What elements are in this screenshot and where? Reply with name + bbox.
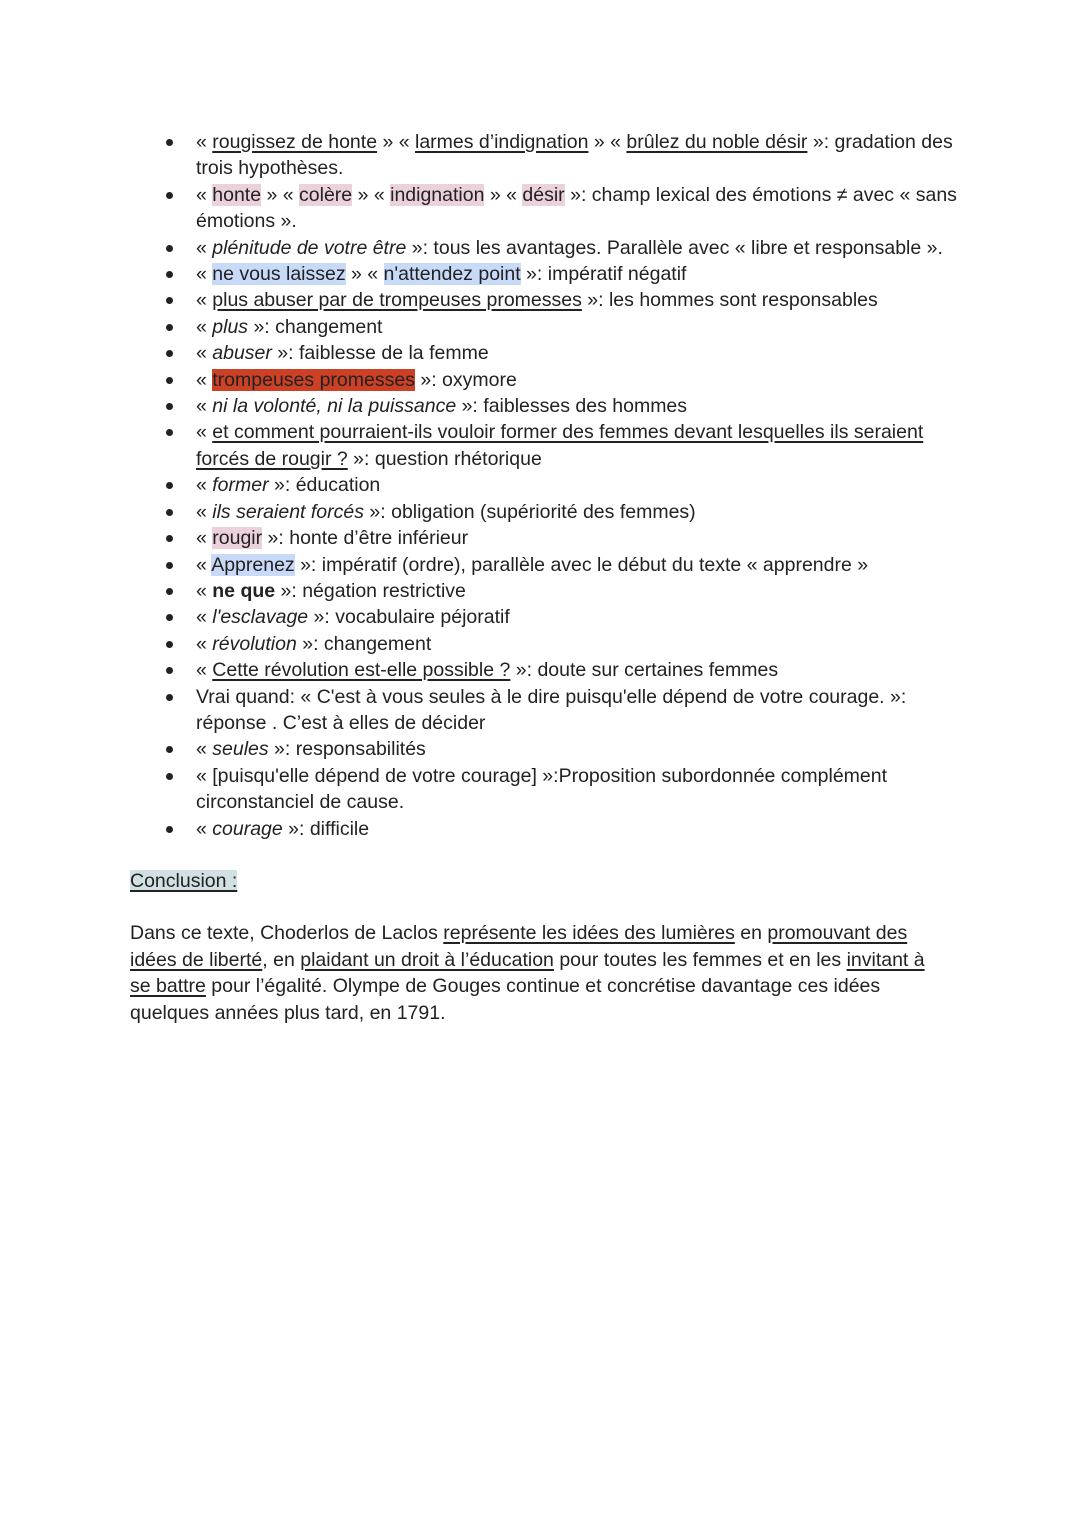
- bullet-item: [130, 552, 960, 578]
- text-span: «: [196, 263, 213, 286]
- styled-text-span: désir: [522, 183, 565, 206]
- conclusion-title: Conclusion :: [130, 869, 238, 892]
- styled-text-span: plus abuser par de trompeuses promesses: [212, 289, 582, 312]
- styled-text-span: et comment pourraient-ils vouloir former des femmes devant lesquelles ils seraient forcés de rougir ?: [196, 421, 924, 470]
- text-span: »: obligation (supériorité des femmes): [364, 500, 696, 523]
- text-span: «: [196, 738, 213, 761]
- bullet-item: [130, 340, 960, 366]
- bullet-item: [130, 367, 960, 393]
- styled-text-span: larmes d’indignation: [415, 131, 589, 153]
- bullet-item: [130, 631, 960, 657]
- text-span: » «: [352, 183, 391, 206]
- text-span: «: [196, 579, 213, 602]
- text-span: «: [196, 131, 213, 153]
- text-span: » «: [377, 131, 415, 153]
- bullet-item: [130, 261, 960, 287]
- conclusion-paragraph: [130, 920, 950, 1026]
- text-span: »: honte d’être inférieur: [262, 527, 469, 550]
- bullet-item: [130, 763, 960, 816]
- text-span: »: champ lexical des émotions ≠ avec « sans émotions ».: [196, 183, 957, 233]
- text-span: «: [196, 395, 213, 418]
- styled-text-span: ils seraient forcés: [212, 500, 364, 523]
- text-span: «: [196, 606, 213, 629]
- styled-text-span: former: [212, 474, 269, 497]
- text-span: » «: [345, 263, 384, 286]
- text-span: » «: [588, 131, 627, 153]
- styled-text-span: promouvant des idées de liberté: [130, 922, 908, 971]
- text-span: pour toutes les femmes et en les: [553, 948, 847, 971]
- text-span: «: [196, 315, 213, 338]
- text-span: »: oxymore: [414, 368, 517, 391]
- text-span: «: [196, 342, 213, 365]
- styled-text-span: plénitude de votre être: [212, 236, 407, 259]
- bullet-item: [130, 578, 960, 604]
- bullet-item: [130, 287, 960, 313]
- text-span: , en: [262, 948, 301, 971]
- styled-text-span: rougir: [212, 527, 263, 550]
- bullet-item: [130, 419, 960, 472]
- text-span: «: [196, 183, 213, 206]
- styled-text-span: révolution: [212, 632, 297, 655]
- bullet-item: [130, 736, 960, 762]
- text-span: » «: [484, 183, 523, 206]
- analysis-bullet-list: [130, 129, 960, 842]
- text-span: »: faiblesses des hommes: [456, 395, 688, 418]
- text-span: »: gradation des trois hypothèses.: [196, 131, 953, 180]
- styled-text-span: ni la volonté, ni la puissance: [212, 395, 457, 418]
- styled-text-span: plaidant un droit à l’éducation: [300, 948, 554, 971]
- styled-text-span: courage: [212, 817, 283, 840]
- text-span: »: difficile: [282, 817, 370, 840]
- text-span: «: [196, 421, 213, 444]
- styled-text-span: plus: [212, 315, 249, 338]
- bullet-item: [130, 525, 960, 551]
- styled-text-span: représente les idées des lumières: [443, 922, 735, 945]
- text-span: »: impératif (ordre), parallèle avec le début du texte « apprendre »: [294, 553, 869, 576]
- text-span: «: [196, 659, 213, 682]
- text-span: »: changement: [248, 315, 383, 338]
- text-span: en: [734, 922, 768, 945]
- styled-text-span: ne vous laissez: [212, 263, 346, 286]
- bullet-item: [130, 604, 960, 630]
- text-span: »: changement: [296, 632, 432, 655]
- bullet-item: [130, 657, 960, 683]
- styled-text-span: ne que: [212, 579, 276, 602]
- text-span: »: vocabulaire péjoratif: [308, 606, 510, 629]
- styled-text-span: trompeuses promesses: [212, 368, 415, 391]
- text-span: «: [196, 527, 213, 550]
- bullet-item: [130, 816, 960, 842]
- bullet-item: [130, 472, 960, 498]
- text-span: »: question rhétorique: [347, 447, 542, 470]
- bullet-item: [130, 129, 960, 182]
- styled-text-span: n'attendez point: [383, 263, 521, 286]
- text-span: «: [196, 817, 213, 840]
- text-span: »: responsabilités: [268, 738, 426, 761]
- text-span: «: [196, 368, 213, 391]
- styled-text-span: brûlez du noble désir: [626, 131, 808, 153]
- text-span: « [puisqu'elle dépend de votre courage] »:Proposition subordonnée complément circonstanciel de cause.: [196, 764, 888, 814]
- text-span: »: négation restrictive: [275, 579, 466, 602]
- styled-text-span: Cette révolution est-elle possible ?: [212, 659, 511, 682]
- text-span: »: impératif négatif: [520, 263, 687, 286]
- text-span: »: doute sur certaines femmes: [510, 659, 779, 682]
- text-span: » «: [261, 183, 300, 206]
- text-span: »: tous les avantages. Parallèle avec « libre et responsable ».: [406, 236, 943, 259]
- text-span: «: [196, 500, 213, 523]
- bullet-item: [130, 499, 960, 525]
- conclusion-heading: [130, 868, 960, 894]
- text-span: «: [196, 553, 212, 576]
- styled-text-span: colère: [299, 183, 353, 206]
- text-span: »: faiblesse de la femme: [271, 342, 489, 365]
- bullet-item: [130, 235, 960, 261]
- styled-text-span: seules: [212, 738, 269, 761]
- bullet-item: [130, 314, 960, 340]
- styled-text-span: abuser: [212, 342, 272, 365]
- text-span: «: [196, 632, 213, 655]
- text-span: Dans ce texte, Choderlos de Laclos: [130, 922, 444, 945]
- text-span: pour l’égalité. Olympe de Gouges continue et concrétise davantage ces idées quelques années plus tard, en 1791.: [130, 975, 881, 1024]
- bullet-item: [130, 182, 960, 235]
- text-span: Vrai quand: « C'est à vous seules à le dire puisqu'elle dépend de votre courage. »: réponse . C’est à elles de décider: [196, 685, 907, 734]
- styled-text-span: invitant à se battre: [130, 948, 925, 998]
- text-span: »: éducation: [268, 474, 381, 497]
- styled-text-span: honte: [212, 183, 262, 206]
- text-span: »: les hommes sont responsables: [581, 289, 878, 312]
- bullet-item: [130, 393, 960, 419]
- text-span: «: [196, 289, 213, 312]
- text-span: «: [196, 236, 213, 259]
- styled-text-span: rougissez de honte: [212, 131, 378, 153]
- document-page: [130, 129, 960, 1046]
- styled-text-span: indignation: [390, 183, 485, 206]
- bullet-item: [130, 684, 960, 737]
- styled-text-span: Apprenez: [211, 553, 295, 576]
- text-span: «: [196, 474, 213, 497]
- styled-text-span: l'esclavage: [212, 606, 309, 629]
